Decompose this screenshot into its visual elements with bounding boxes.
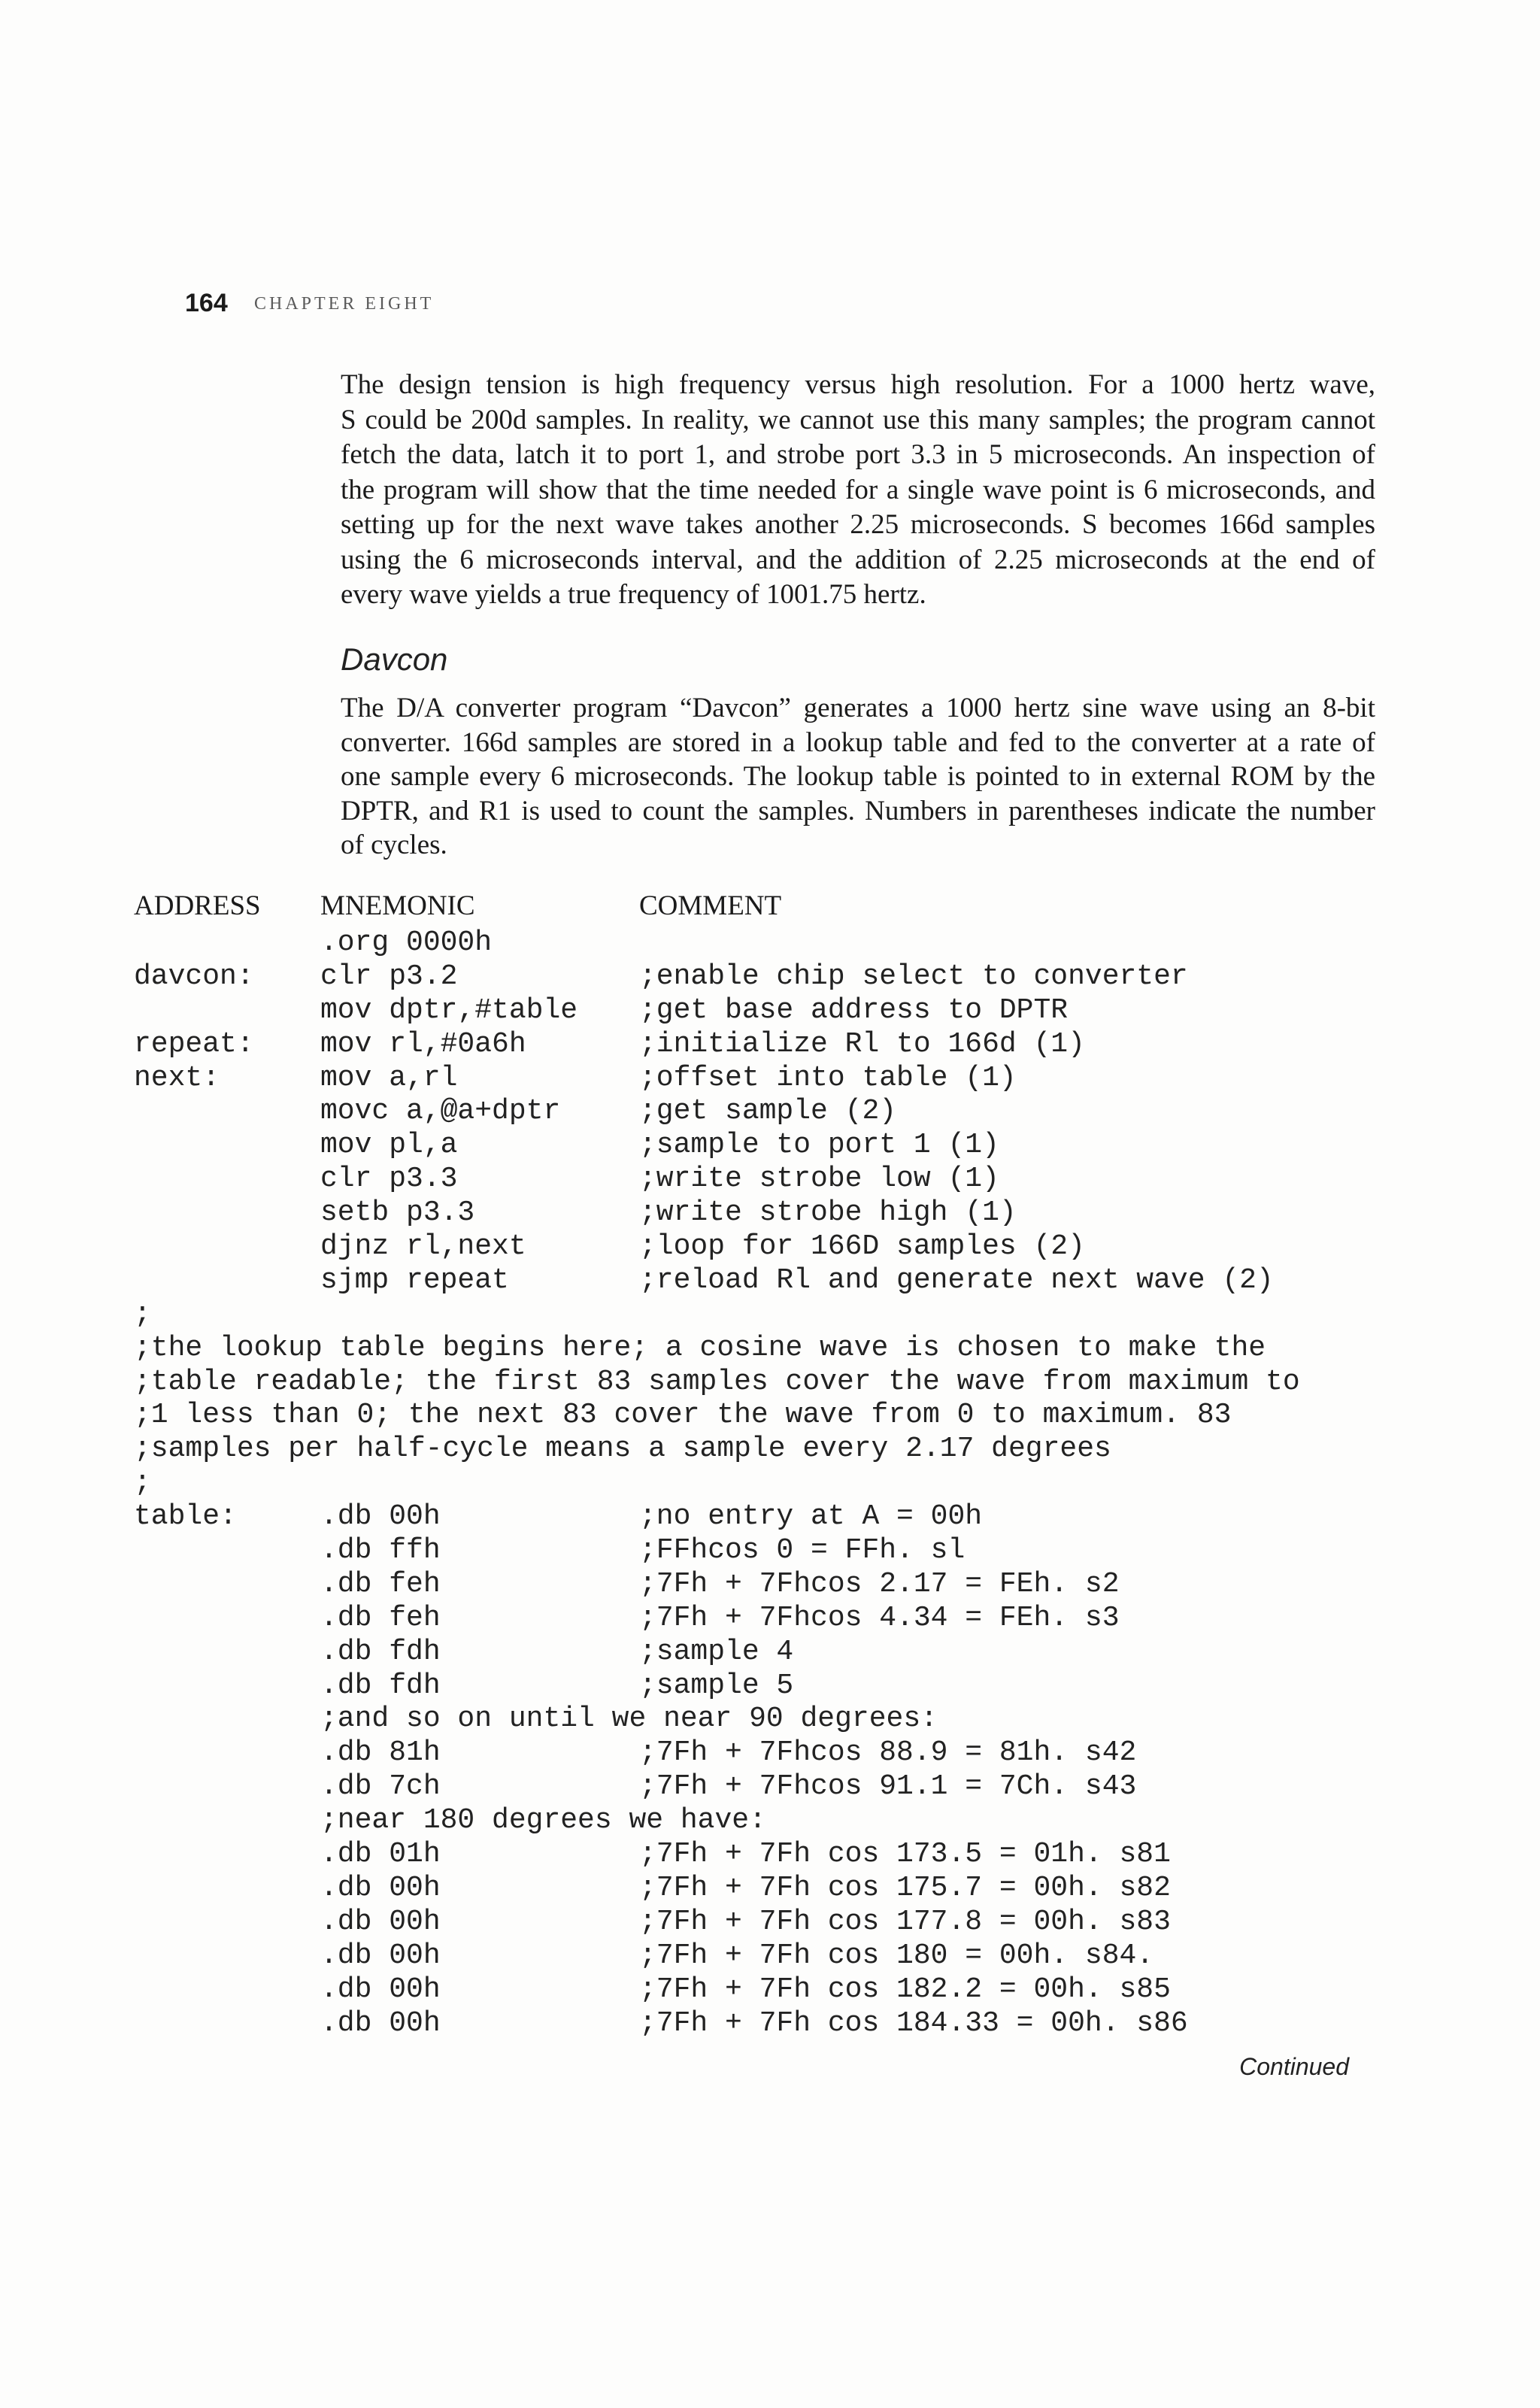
listing-line bbox=[0, 1602, 1540, 1636]
mnemonic: .db 00h bbox=[320, 1973, 441, 2006]
mnemonic: sjmp repeat bbox=[320, 1263, 509, 1296]
listing-line bbox=[0, 1129, 1540, 1163]
listing-line bbox=[0, 1703, 1540, 1736]
listing-line bbox=[0, 1399, 1540, 1433]
paragraph-line: one sample every 6 microseconds. The lookup table is pointed to in external ROM by the bbox=[341, 761, 1375, 793]
comment-line: ; bbox=[134, 1466, 151, 1500]
comment: ;get sample (2) bbox=[639, 1095, 897, 1128]
paragraph-line: every wave yields a true frequency of 1001.75 hertz. bbox=[341, 579, 926, 610]
comment: ;reload Rl and generate next wave (2) bbox=[639, 1263, 1274, 1296]
column-header-mnemonic: MNEMONIC bbox=[320, 890, 475, 921]
listing-line bbox=[0, 1670, 1540, 1703]
comment: ;write strobe low (1) bbox=[639, 1163, 999, 1196]
listing-line bbox=[0, 1366, 1540, 1400]
listing-line bbox=[0, 1872, 1540, 1906]
paragraph-line: of cycles. bbox=[341, 829, 447, 861]
comment: ;sample 4 bbox=[639, 1635, 794, 1668]
listing-line bbox=[0, 1838, 1540, 1872]
listing-line bbox=[0, 1973, 1540, 2007]
paragraph-line: The D/A converter program “Davcon” generates a 1000 hertz sine wave using an 8-bit bbox=[341, 693, 1375, 723]
comment: ;7Fh + 7Fhcos 2.17 = FEh. s2 bbox=[639, 1567, 1120, 1600]
mnemonic: .db 00h bbox=[320, 1939, 441, 1972]
comment: ;no entry at A = 00h bbox=[639, 1500, 983, 1533]
mnemonic: .db 00h bbox=[320, 1500, 441, 1533]
mnemonic: .db fdh bbox=[320, 1669, 441, 1702]
mnemonic: mov pl,a bbox=[320, 1129, 458, 1162]
mnemonic: movc a,@a+dptr bbox=[320, 1095, 561, 1128]
address-label: repeat: bbox=[134, 1027, 254, 1060]
listing-line bbox=[0, 2007, 1540, 2041]
comment: ;get base address to DPTR bbox=[639, 993, 1069, 1027]
mnemonic: clr p3.3 bbox=[320, 1163, 458, 1196]
mnemonic: djnz rl,next bbox=[320, 1230, 526, 1263]
listing-line bbox=[0, 1163, 1540, 1196]
mnemonic: .db feh bbox=[320, 1601, 441, 1634]
mnemonic: .db 7ch bbox=[320, 1770, 441, 1803]
listing-line bbox=[0, 1906, 1540, 1939]
intro-paragraph bbox=[341, 368, 1375, 613]
comment: ;7Fh + 7Fh cos 184.33 = 00h. s86 bbox=[639, 2006, 1188, 2040]
mnemonic: .db 00h bbox=[320, 1905, 441, 1938]
listing-line bbox=[0, 1062, 1540, 1096]
paragraph-line: DPTR, and R1 is used to count the samples. Numbers in parentheses indicate the number bbox=[341, 795, 1375, 826]
comment-line: ;the lookup table begins here; a cosine wave is chosen to make the bbox=[134, 1331, 1266, 1364]
mnemonic: setb p3.3 bbox=[320, 1196, 475, 1230]
listing-line bbox=[0, 1534, 1540, 1568]
comment: ;7Fh + 7Fh cos 177.8 = 00h. s83 bbox=[639, 1905, 1171, 1938]
running-head: CHAPTER EIGHT bbox=[254, 294, 435, 314]
comment-line: ;samples per half-cycle means a sample every 2.17 degrees bbox=[134, 1433, 1111, 1466]
column-header-address: ADDRESS bbox=[134, 890, 261, 921]
mnemonic: .db feh bbox=[320, 1567, 441, 1600]
listing-line bbox=[0, 1298, 1540, 1332]
comment: ;7Fh + 7Fhcos 91.1 = 7Ch. s43 bbox=[639, 1770, 1137, 1803]
mnemonic: .db 00h bbox=[320, 1871, 441, 1904]
listing-line bbox=[0, 1028, 1540, 1062]
listing-line bbox=[0, 1466, 1540, 1500]
mnemonic: clr p3.2 bbox=[320, 960, 458, 993]
comment: ;7Fh + 7Fh cos 173.5 = 01h. s81 bbox=[639, 1838, 1171, 1871]
comment: ;7Fh + 7Fh cos 175.7 = 00h. s82 bbox=[639, 1871, 1171, 1904]
comment-line: ;table readable; the first 83 samples cover the wave from maximum to bbox=[134, 1365, 1300, 1398]
comment: ;enable chip select to converter bbox=[639, 960, 1188, 993]
listing-line bbox=[0, 1332, 1540, 1366]
listing-line bbox=[0, 1568, 1540, 1602]
listing-line bbox=[0, 1736, 1540, 1770]
mnemonic: .db 01h bbox=[320, 1838, 441, 1871]
listing-line bbox=[0, 1095, 1540, 1129]
paragraph-line: using the 6 microseconds interval, and the addition of 2.25 microseconds at the end of bbox=[341, 544, 1375, 575]
listing-line bbox=[0, 1804, 1540, 1838]
listing-line bbox=[0, 1230, 1540, 1264]
listing-line bbox=[0, 1770, 1540, 1804]
comment: ;write strobe high (1) bbox=[639, 1196, 1017, 1230]
listing-line bbox=[0, 1500, 1540, 1534]
mnemonic: .db ffh bbox=[320, 1534, 441, 1567]
comment: ;sample to port 1 (1) bbox=[639, 1129, 999, 1162]
comment: ;initialize Rl to 166d (1) bbox=[639, 1027, 1085, 1060]
address-label: next: bbox=[134, 1061, 220, 1094]
mnemonic: .db fdh bbox=[320, 1635, 441, 1668]
continued-note: Continued bbox=[1239, 2053, 1349, 2080]
address-label: table: bbox=[134, 1500, 237, 1533]
column-header-comment: COMMENT bbox=[639, 890, 782, 921]
comment: ;offset into table (1) bbox=[639, 1061, 1017, 1094]
listing-line bbox=[0, 1264, 1540, 1298]
comment: ;7Fh + 7Fhcos 4.34 = FEh. s3 bbox=[639, 1601, 1120, 1634]
comment: ;loop for 166D samples (2) bbox=[639, 1230, 1085, 1263]
assembly-listing bbox=[0, 927, 1540, 2040]
comment: ;7Fh + 7Fh cos 182.2 = 00h. s85 bbox=[639, 1973, 1171, 2006]
listing-line bbox=[0, 927, 1540, 960]
listing-line bbox=[0, 960, 1540, 994]
paragraph-line: fetch the data, latch it to port 1, and strobe port 3.3 in 5 microseconds. An inspection of bbox=[341, 439, 1375, 470]
mnemonic: mov a,rl bbox=[320, 1061, 458, 1094]
listing-line bbox=[0, 994, 1540, 1028]
mnemonic: .db 81h bbox=[320, 1736, 441, 1770]
comment-line: ; bbox=[134, 1297, 151, 1330]
listing-line bbox=[0, 1196, 1540, 1230]
paragraph-line: converter. 166d samples are stored in a lookup table and fed to the converter at a rate of bbox=[341, 726, 1375, 758]
mnemonic: .org 0000h bbox=[320, 927, 493, 959]
paragraph-line: the program will show that the time needed for a single wave point is 6 microseconds, and bbox=[341, 474, 1375, 505]
listing-line bbox=[0, 1433, 1540, 1466]
page-number: 164 bbox=[185, 289, 228, 317]
mnemonic: .db 00h bbox=[320, 2006, 441, 2040]
comment: ;7Fh + 7Fhcos 88.9 = 81h. s42 bbox=[639, 1736, 1137, 1770]
section-paragraph bbox=[341, 691, 1375, 863]
comment-line: ;1 less than 0; the next 83 cover the wave from 0 to maximum. 83 bbox=[134, 1399, 1232, 1432]
mnemonic: ;and so on until we near 90 degrees: bbox=[320, 1703, 938, 1736]
mnemonic: mov dptr,#table bbox=[320, 993, 578, 1027]
comment: ;7Fh + 7Fh cos 180 = 00h. s84. bbox=[639, 1939, 1154, 1972]
paragraph-line: setting up for the next wave takes another 2.25 microseconds. S becomes 166d samples bbox=[341, 509, 1375, 540]
paragraph-line: The design tension is high frequency versus high resolution. For a 1000 hertz wave, bbox=[341, 369, 1375, 400]
address-label: davcon: bbox=[134, 960, 254, 993]
mnemonic: ;near 180 degrees we have: bbox=[320, 1804, 766, 1837]
section-heading: Davcon bbox=[341, 641, 448, 677]
comment: ;sample 5 bbox=[639, 1669, 794, 1702]
comment: ;FFhcos 0 = FFh. sl bbox=[639, 1534, 966, 1567]
mnemonic: mov rl,#0a6h bbox=[320, 1027, 526, 1060]
listing-line bbox=[0, 1939, 1540, 1973]
listing-line bbox=[0, 1636, 1540, 1670]
paragraph-line: S could be 200d samples. In reality, we cannot use this many samples; the program cannot bbox=[341, 404, 1375, 435]
